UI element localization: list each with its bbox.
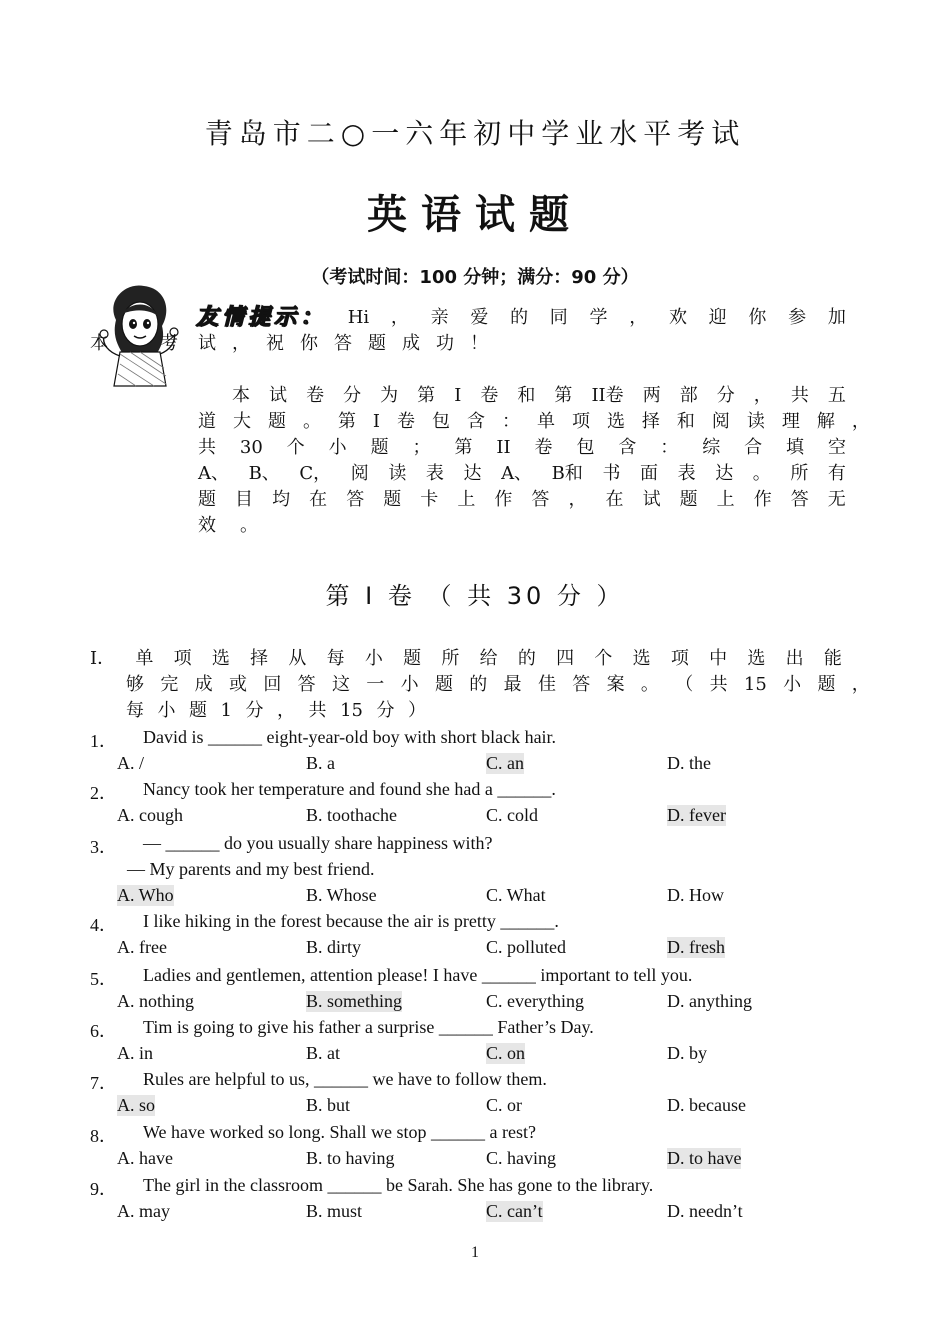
answer-option[interactable]: A. cough xyxy=(117,805,183,825)
answer-option[interactable]: B. must xyxy=(306,1201,363,1221)
answer-option[interactable]: D. to have xyxy=(667,1148,742,1168)
answer-option[interactable]: A. so xyxy=(117,1095,156,1115)
question-number: 5． xyxy=(90,969,117,989)
answer-option[interactable]: A. have xyxy=(117,1148,173,1168)
answer-option[interactable]: C. an xyxy=(486,753,524,773)
question-number: 6． xyxy=(90,1021,117,1041)
question-number: 4． xyxy=(90,915,117,935)
answer-option[interactable]: B. something xyxy=(306,991,403,1011)
answer-option[interactable]: A. / xyxy=(117,753,144,773)
answer-option[interactable]: C. everything xyxy=(486,991,584,1011)
notice-line: 共 30 个 小 题 ； 第 II 卷 包 含 ： 综 合 填 空 xyxy=(198,437,846,458)
answer-option[interactable]: D. needn’t xyxy=(667,1201,743,1221)
answer-option[interactable]: D. because xyxy=(667,1095,746,1115)
tips-label: 友情提示： xyxy=(196,305,327,330)
question-text: Tim is going to give his father a surprise ______ Father’s Day. xyxy=(143,1017,594,1037)
part1-instruction xyxy=(90,646,870,724)
answer-option[interactable]: C. on xyxy=(486,1043,526,1063)
question-number: 7． xyxy=(90,1073,117,1093)
answer-option[interactable]: D. by xyxy=(667,1043,707,1063)
answer-option[interactable]: C. having xyxy=(486,1148,556,1168)
answer-option[interactable]: B. dirty xyxy=(306,937,362,957)
question-text: Rules are helpful to us, ______ we have to follow them. xyxy=(143,1069,547,1089)
answer-option[interactable]: B. to having xyxy=(306,1148,395,1168)
answer-option[interactable]: B. toothache xyxy=(306,805,397,825)
notice-line: 道 大 题 。 第 I 卷 包 含 ： 单 项 选 择 和 阅 读 理 解 ， xyxy=(198,411,870,432)
notice-line: 效 。 xyxy=(198,515,258,536)
answer-option[interactable]: A. free xyxy=(117,937,167,957)
question-text: David is ______ eight-year-old boy with short black hair. xyxy=(143,727,557,747)
instruction-line: 每 小 题 1 分 ， 共 15 分 ） xyxy=(126,700,426,721)
question-text: Nancy took her temperature and found she had a ______. xyxy=(143,779,556,799)
instruction-line: 够 完 成 或 回 答 这 一 小 题 的 最 佳 答 案 。 （ 共 15 小 题 ， xyxy=(126,674,870,695)
answer-option[interactable]: A. nothing xyxy=(117,991,195,1011)
question-answer-line: — My parents and my best friend. xyxy=(127,859,375,879)
notice-paragraph xyxy=(198,383,870,539)
question-text: The girl in the classroom ______ be Sarah. She has gone to the library. xyxy=(143,1175,654,1195)
question-text: Ladies and gentlemen, attention please! I have ______ important to tell you. xyxy=(143,965,693,985)
question-number: 2． xyxy=(90,783,117,803)
exam-title-line1: 青岛市二○一六年初中学业水平考试 xyxy=(204,117,746,150)
answer-option[interactable]: C. can’t xyxy=(486,1201,543,1221)
answer-option[interactable]: B. at xyxy=(306,1043,340,1063)
answer-option[interactable]: C. or xyxy=(486,1095,522,1115)
tips-row-1: 友情提示： Hi ， 亲 爱 的 同 学 ， 欢 迎 你 参 加 xyxy=(196,305,846,330)
section-heading: 第 I 卷 （ 共 30 分 ） xyxy=(325,582,625,610)
answer-option[interactable]: B. Whose xyxy=(306,885,377,905)
tips-row-2: 试 ， 祝 你 答 题 成 功 ！ xyxy=(198,333,488,354)
answer-option[interactable]: A. in xyxy=(117,1043,153,1063)
question-number: 1． xyxy=(90,731,117,751)
answer-option[interactable]: C. cold xyxy=(486,805,538,825)
instruction-line: I． 单 项 选 择 从 每 小 题 所 给 的 四 个 选 项 中 选 出 能 xyxy=(90,648,842,669)
question-text: — ______ do you usually share happiness with? xyxy=(143,833,493,853)
answer-option[interactable]: D. anything xyxy=(667,991,752,1011)
answer-option[interactable]: D. fever xyxy=(667,805,726,825)
answer-option[interactable]: D. the xyxy=(667,753,711,773)
page-number: 1 xyxy=(471,1244,479,1261)
answer-option[interactable]: B. but xyxy=(306,1095,351,1115)
answer-option[interactable]: D. fresh xyxy=(667,937,725,957)
notice-line: A、 B、 C， 阅 读 表 达 A、 B和 书 面 表 达 。 所 有 xyxy=(198,463,846,484)
exam-title-line2: 英语试题 xyxy=(367,191,583,238)
question-number: 8． xyxy=(90,1126,117,1146)
answer-option[interactable]: C. polluted xyxy=(486,937,566,957)
notice-line: 本 试 卷 分 为 第 I 卷 和 第 II卷 两 部 分 ， 共 五 xyxy=(232,385,846,406)
answer-option[interactable]: B. a xyxy=(306,753,335,773)
question-text: I like hiking in the forest because the air is pretty ______. xyxy=(143,911,559,931)
answer-option[interactable]: D. How xyxy=(667,885,724,905)
exam-subtitle: （考试时间：100 分钟；满分：90 分） xyxy=(311,267,639,288)
answer-option[interactable]: A. Who xyxy=(117,885,174,905)
question-number: 9． xyxy=(90,1179,117,1199)
question-text: We have worked so long. Shall we stop ______ a rest? xyxy=(143,1122,536,1142)
tips-row-2-left: 本 考 xyxy=(90,333,178,354)
notice-line: 题 目 均 在 答 题 卡 上 作 答 ， 在 试 题 上 作 答 无 xyxy=(198,489,846,510)
answer-option[interactable]: A. may xyxy=(117,1201,170,1221)
answer-option[interactable]: C. What xyxy=(486,885,546,905)
question-number: 3． xyxy=(90,837,117,857)
